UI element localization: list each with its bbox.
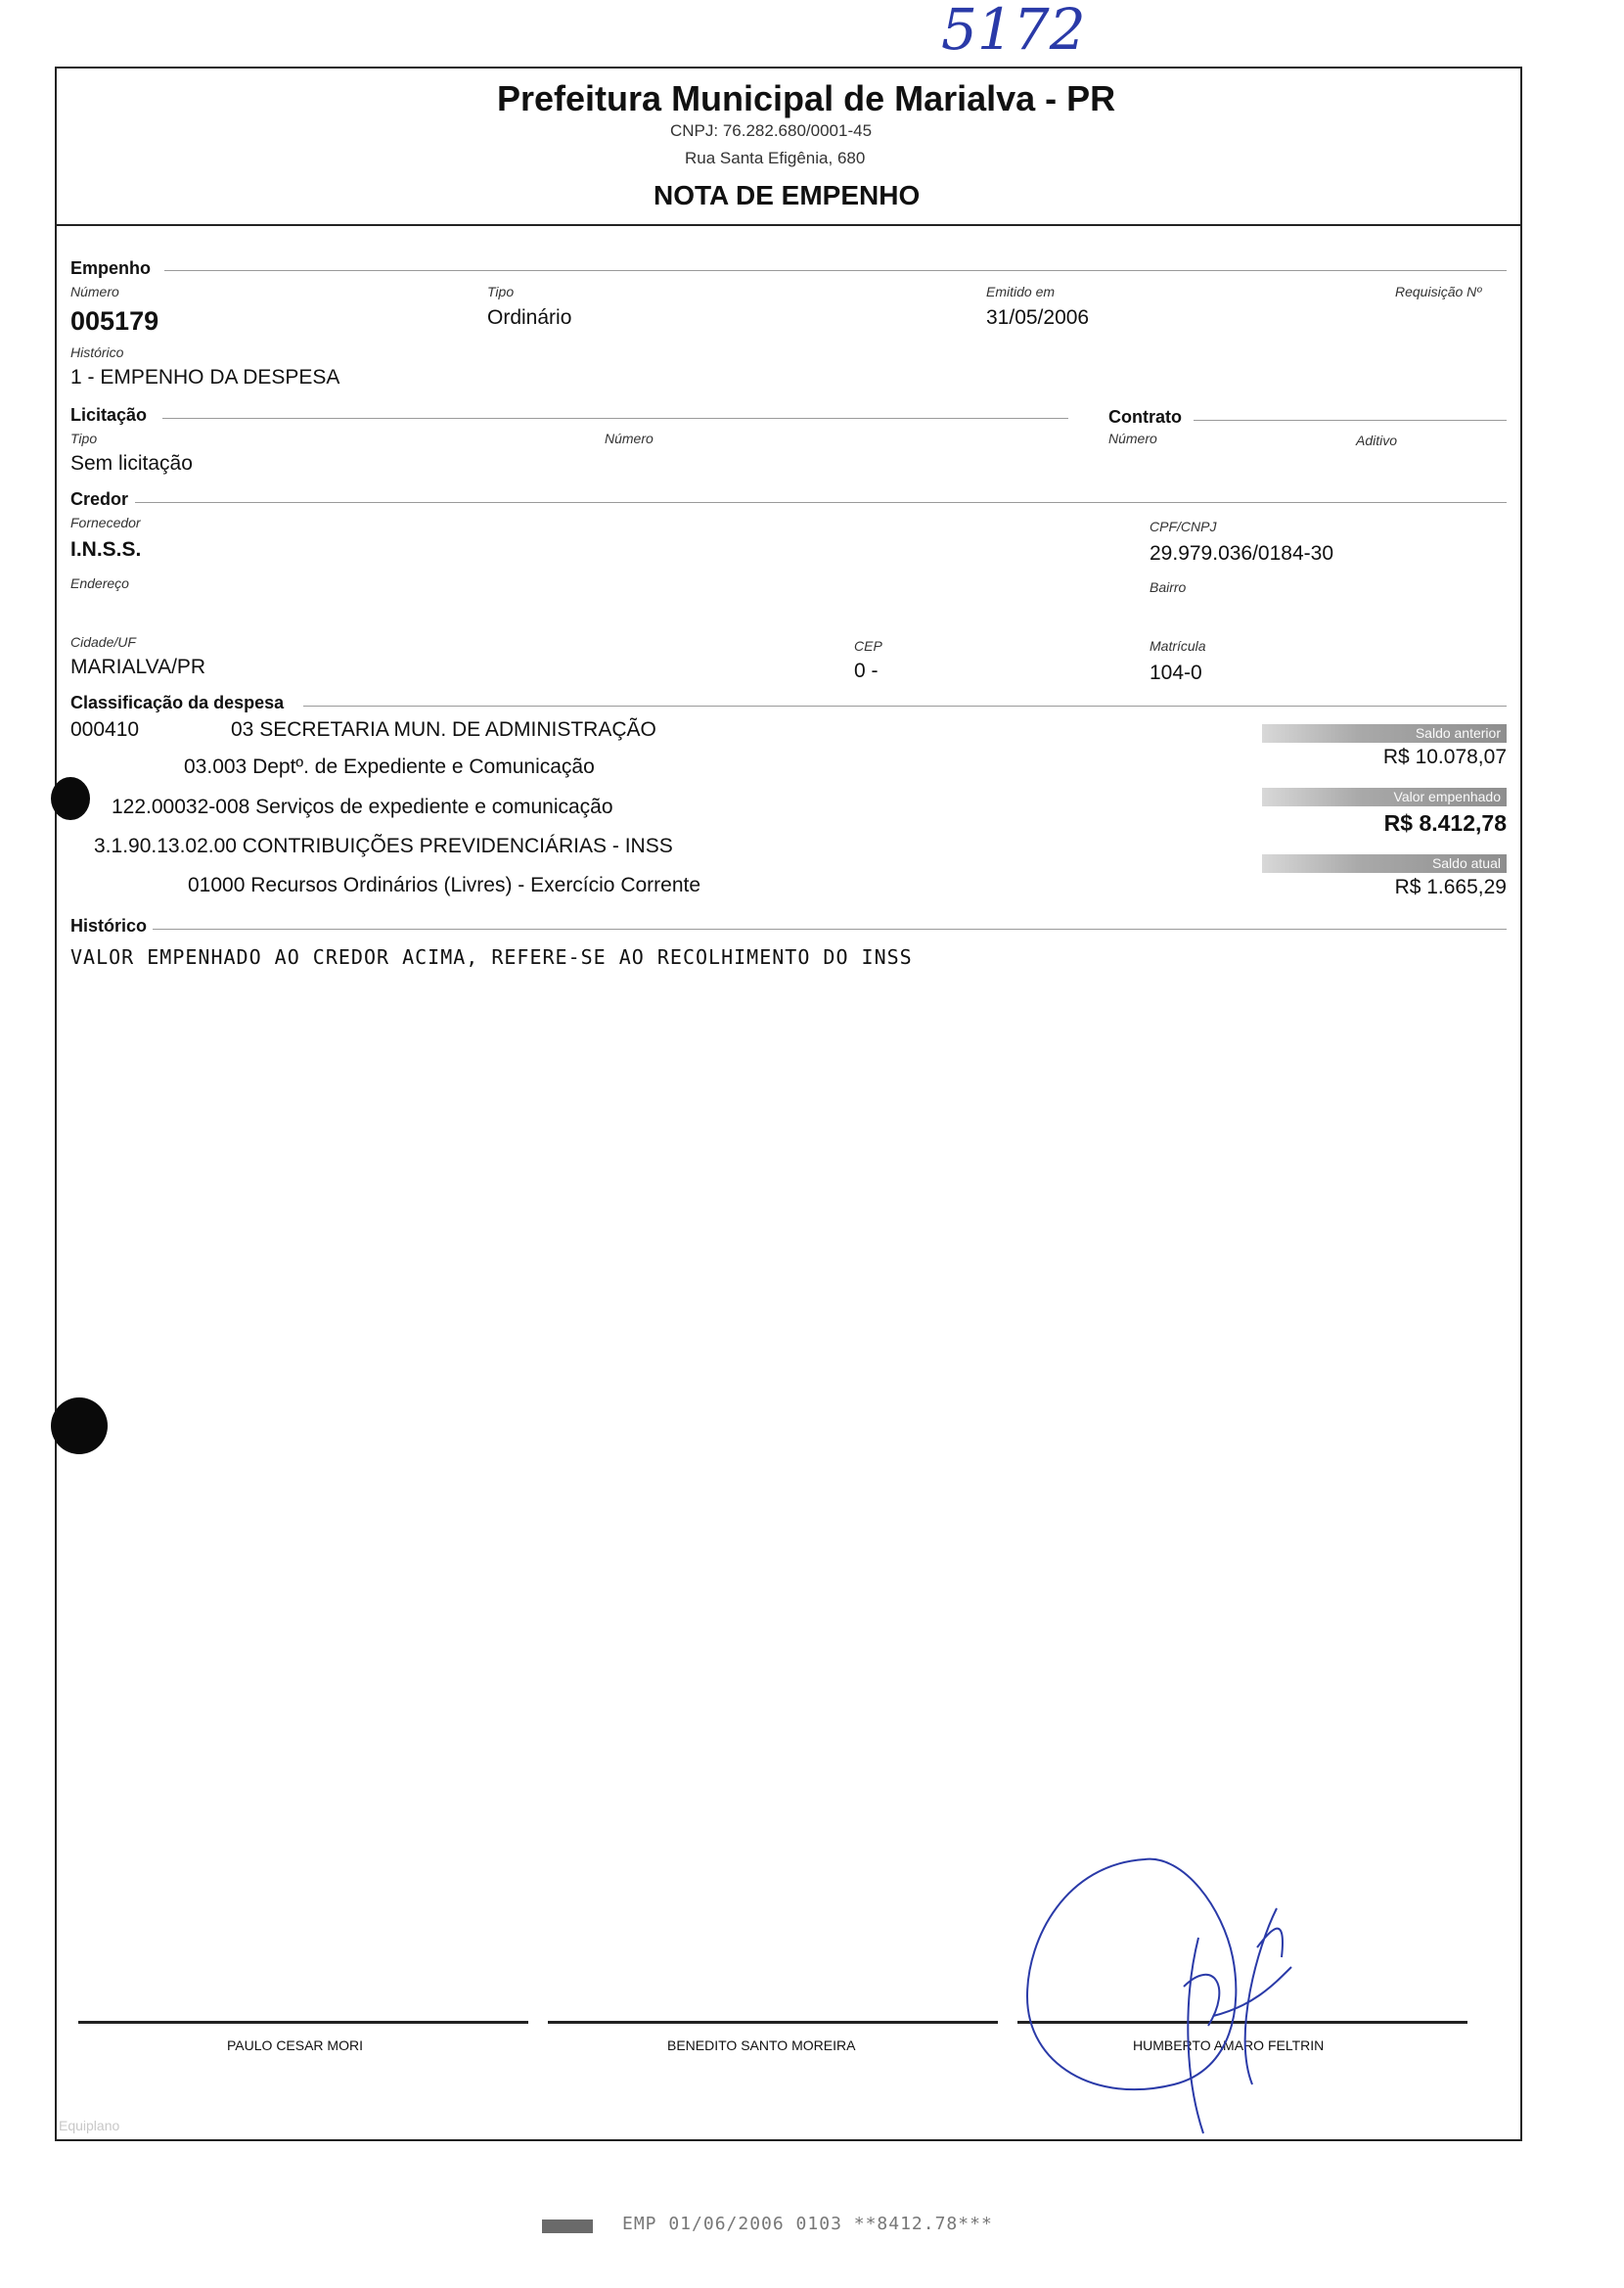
credor-cep-label: CEP [854, 638, 882, 654]
credor-fornecedor-label: Fornecedor [70, 515, 141, 530]
footer-separator [55, 2139, 1522, 2141]
licitacao-numero-label: Número [605, 431, 654, 446]
saldo-anterior-value: R$ 10.078,07 [1382, 746, 1507, 768]
saldo-atual-label: Saldo atual [1431, 855, 1501, 871]
classificacao-line3: 122.00032-008 Serviços de expediente e comunicação [112, 796, 613, 818]
credor-cidade: MARIALVA/PR [70, 656, 206, 678]
empenho-requisicao-label: Requisição Nº [1395, 284, 1482, 299]
signature-name-3: HUMBERTO AMARO FELTRIN [1133, 2037, 1325, 2053]
credor-matricula-label: Matrícula [1150, 638, 1206, 654]
empenho-historico: 1 - EMPENHO DA DESPESA [70, 366, 340, 389]
footer-stamp: EMP 01/06/2006 0103 **8412.78*** [622, 2214, 993, 2234]
classificacao-line5: 01000 Recursos Ordinários (Livres) - Exercício Corrente [188, 874, 701, 896]
licitacao-tipo-label: Tipo [70, 431, 98, 446]
signature-name-1: PAULO CESAR MORI [227, 2037, 363, 2053]
saldo-atual-bar [1262, 854, 1507, 873]
valor-empenhado-value: R$ 8.412,78 [1383, 810, 1507, 836]
org-cnpj: CNPJ: 76.282.680/0001-45 [670, 121, 873, 140]
footer-logo-mark [542, 2219, 593, 2233]
empenho-historico-label: Histórico [70, 344, 124, 360]
credor-cep: 0 - [854, 660, 879, 682]
saldo-anterior-bar [1262, 724, 1507, 743]
section-licitacao: Licitação [70, 405, 148, 425]
empenho-emitido-label: Emitido em [986, 284, 1056, 299]
valor-empenhado-bar [1262, 788, 1507, 806]
licitacao-tipo: Sem licitação [70, 452, 193, 475]
saldo-atual-value: R$ 1.665,29 [1394, 876, 1507, 898]
section-historico: Histórico [70, 916, 148, 936]
contrato-numero-label: Número [1108, 431, 1157, 446]
section-classificacao-rule [303, 706, 1507, 707]
section-historico-rule [153, 929, 1507, 930]
signature-line-2 [548, 2021, 998, 2024]
credor-bairro-label: Bairro [1150, 579, 1187, 595]
section-contrato: Contrato [1108, 407, 1182, 427]
doc-title: NOTA DE EMPENHO [654, 180, 921, 210]
empenho-numero-label: Número [70, 284, 119, 299]
historico-text: VALOR EMPENHADO AO CREDOR ACIMA, REFERE-SE AO RECOLHIMENTO DO INSS [70, 945, 913, 969]
section-licitacao-rule [162, 418, 1068, 419]
empenho-numero: 005179 [70, 306, 159, 336]
section-classificacao: Classificação da despesa [70, 693, 285, 712]
header-separator [55, 224, 1522, 226]
handwritten-signature [1008, 1840, 1301, 2143]
credor-endereco-label: Endereço [70, 575, 129, 591]
contrato-aditivo-label: Aditivo [1356, 433, 1398, 448]
classificacao-line2: 03.003 Deptº. de Expediente e Comunicação [184, 755, 595, 778]
classificacao-line4: 3.1.90.13.02.00 CONTRIBUIÇÕES PREVIDENCIÁRIAS - INSS [94, 835, 673, 857]
empenho-emitido: 31/05/2006 [986, 306, 1090, 329]
punch-hole-mark [51, 1397, 108, 1454]
valor-empenhado-label: Valor empenhado [1393, 789, 1501, 804]
empenho-tipo: Ordinário [487, 306, 572, 329]
credor-cidade-label: Cidade/UF [70, 634, 136, 650]
org-address: Rua Santa Efigênia, 680 [685, 149, 866, 167]
punch-hole-mark [51, 777, 90, 820]
credor-cpf-label: CPF/CNPJ [1150, 519, 1217, 534]
classificacao-line1: 03 SECRETARIA MUN. DE ADMINISTRAÇÃO [231, 718, 656, 741]
signature-name-2: BENEDITO SANTO MOREIRA [667, 2037, 856, 2053]
empenho-tipo-label: Tipo [487, 284, 515, 299]
signature-line-1 [78, 2021, 528, 2024]
credor-matricula: 104-0 [1150, 662, 1202, 684]
handwritten-number: 5172 [941, 0, 1086, 63]
footer-vendor-mark: Equiplano [59, 2118, 120, 2133]
section-empenho: Empenho [70, 258, 152, 278]
section-empenho-rule [164, 270, 1507, 271]
credor-cpf: 29.979.036/0184-30 [1150, 542, 1334, 565]
section-contrato-rule [1194, 420, 1507, 421]
credor-fornecedor: I.N.S.S. [70, 538, 142, 561]
section-credor: Credor [70, 489, 129, 509]
classificacao-code: 000410 [70, 718, 140, 741]
org-name: Prefeitura Municipal de Marialva - PR [497, 78, 1116, 118]
section-credor-rule [135, 502, 1507, 503]
saldo-anterior-label: Saldo anterior [1415, 725, 1501, 741]
